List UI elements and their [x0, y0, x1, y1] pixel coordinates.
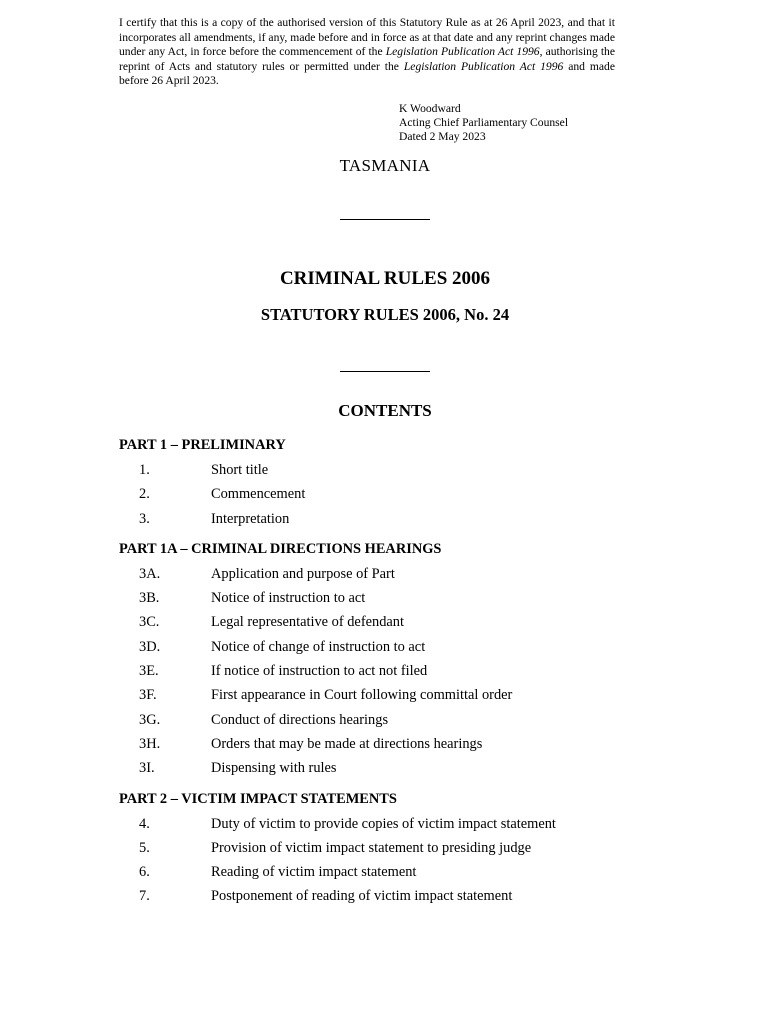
toc-entry[interactable] — [119, 812, 639, 836]
certification-statement — [119, 16, 615, 89]
entry-number: 3A. — [139, 565, 161, 582]
entry-title: Interpretation — [211, 510, 290, 527]
entry-number: 3I. — [139, 760, 155, 777]
entry-number: 1. — [139, 462, 150, 478]
toc-entry[interactable] — [119, 860, 639, 884]
entry-number: 3. — [139, 510, 150, 527]
entry-title: Provision of victim impact statement to presiding judge — [211, 839, 532, 856]
table-of-contents — [119, 435, 639, 917]
entry-number: 2. — [139, 486, 150, 503]
entry-title: Application and purpose of Part — [211, 565, 395, 582]
entry-title: Legal representative of defendant — [211, 614, 404, 631]
toc-entry[interactable] — [119, 635, 639, 659]
entry-number: 3H. — [139, 735, 161, 752]
document-subtitle: STATUTORY RULES 2006, No. 24 — [260, 305, 510, 324]
entry-title: If notice of instruction to act not filed — [211, 663, 428, 680]
jurisdiction-heading: TASMANIA — [339, 156, 431, 175]
part-heading[interactable]: PART 2 – VICTIM IMPACT STATEMENTS — [119, 790, 397, 807]
entry-title: Short title — [211, 462, 269, 478]
entry-title: Conduct of directions hearings — [211, 711, 389, 728]
toc-entry[interactable] — [119, 756, 639, 780]
certification-text-3: and made before 26 April 2023. — [119, 59, 615, 88]
certification-text-1: I certify that this is a copy of the authorised version of this Statutory Rule as at 26 April 2023, and that it incorporates all amendments, if any, made before and in force as at that date and any reprint changes made under any Act, in force before the commencement of the — [119, 16, 615, 59]
entry-number: 3B. — [139, 590, 160, 607]
signoff-date: Dated 2 May 2023 — [399, 130, 486, 144]
part-heading[interactable]: PART 1A – CRIMINAL DIRECTIONS HEARINGS — [119, 540, 442, 557]
document-title: CRIMINAL RULES 2006 — [279, 268, 491, 289]
certification-act-name-1: Legislation Publication Act 1996 — [385, 45, 540, 59]
toc-entry[interactable] — [119, 708, 639, 732]
entry-title: Postponement of reading of victim impact statement — [211, 888, 513, 905]
toc-entry[interactable] — [119, 610, 639, 634]
entry-number: 6. — [139, 864, 150, 881]
toc-entry[interactable] — [119, 884, 639, 908]
toc-entry[interactable] — [119, 507, 639, 531]
toc-entry[interactable] — [119, 683, 639, 707]
entry-number: 7. — [139, 888, 150, 905]
entry-title: Notice of instruction to act — [211, 590, 366, 607]
entry-number: 3D. — [139, 638, 161, 655]
entry-number: 3C. — [139, 614, 160, 631]
toc-entry[interactable] — [119, 458, 639, 482]
toc-part-1a — [119, 539, 639, 781]
part-heading[interactable]: PART 1 – PRELIMINARY — [119, 437, 286, 453]
signoff-name: K Woodward — [399, 102, 461, 115]
entry-number: 5. — [139, 839, 150, 856]
toc-entry[interactable] — [119, 659, 639, 683]
entry-number: 4. — [139, 815, 150, 832]
toc-entry[interactable] — [119, 482, 639, 506]
toc-part-1 — [119, 435, 639, 531]
entry-title: Dispensing with rules — [211, 760, 337, 777]
signoff-position: Acting Chief Parliamentary Counsel — [399, 116, 569, 130]
toc-entry[interactable] — [119, 836, 639, 860]
entry-number: 3F. — [139, 687, 157, 704]
certification-text-2: , authorising the reprint of Acts and statutory rules or permitted under the — [119, 45, 615, 73]
divider-line — [340, 219, 430, 220]
divider-line — [340, 371, 430, 372]
contents-heading: CONTENTS — [338, 401, 432, 420]
entry-number: 3G. — [139, 711, 161, 728]
entry-title: Duty of victim to provide copies of victim impact statement — [211, 815, 556, 832]
entry-title: Commencement — [211, 486, 306, 503]
certification-act-name-2: Legislation Publication Act 1996 — [403, 59, 564, 73]
toc-entry[interactable] — [119, 562, 639, 586]
entry-title: Orders that may be made at directions hearings — [211, 735, 483, 752]
toc-part-2 — [119, 789, 639, 909]
entry-title: First appearance in Court following committal order — [211, 687, 513, 704]
toc-entry[interactable] — [119, 732, 639, 756]
entry-title: Reading of victim impact statement — [211, 864, 417, 881]
toc-entry[interactable] — [119, 586, 639, 610]
entry-title: Notice of change of instruction to act — [211, 638, 426, 655]
signoff-block — [399, 102, 568, 145]
entry-number: 3E. — [139, 663, 159, 680]
